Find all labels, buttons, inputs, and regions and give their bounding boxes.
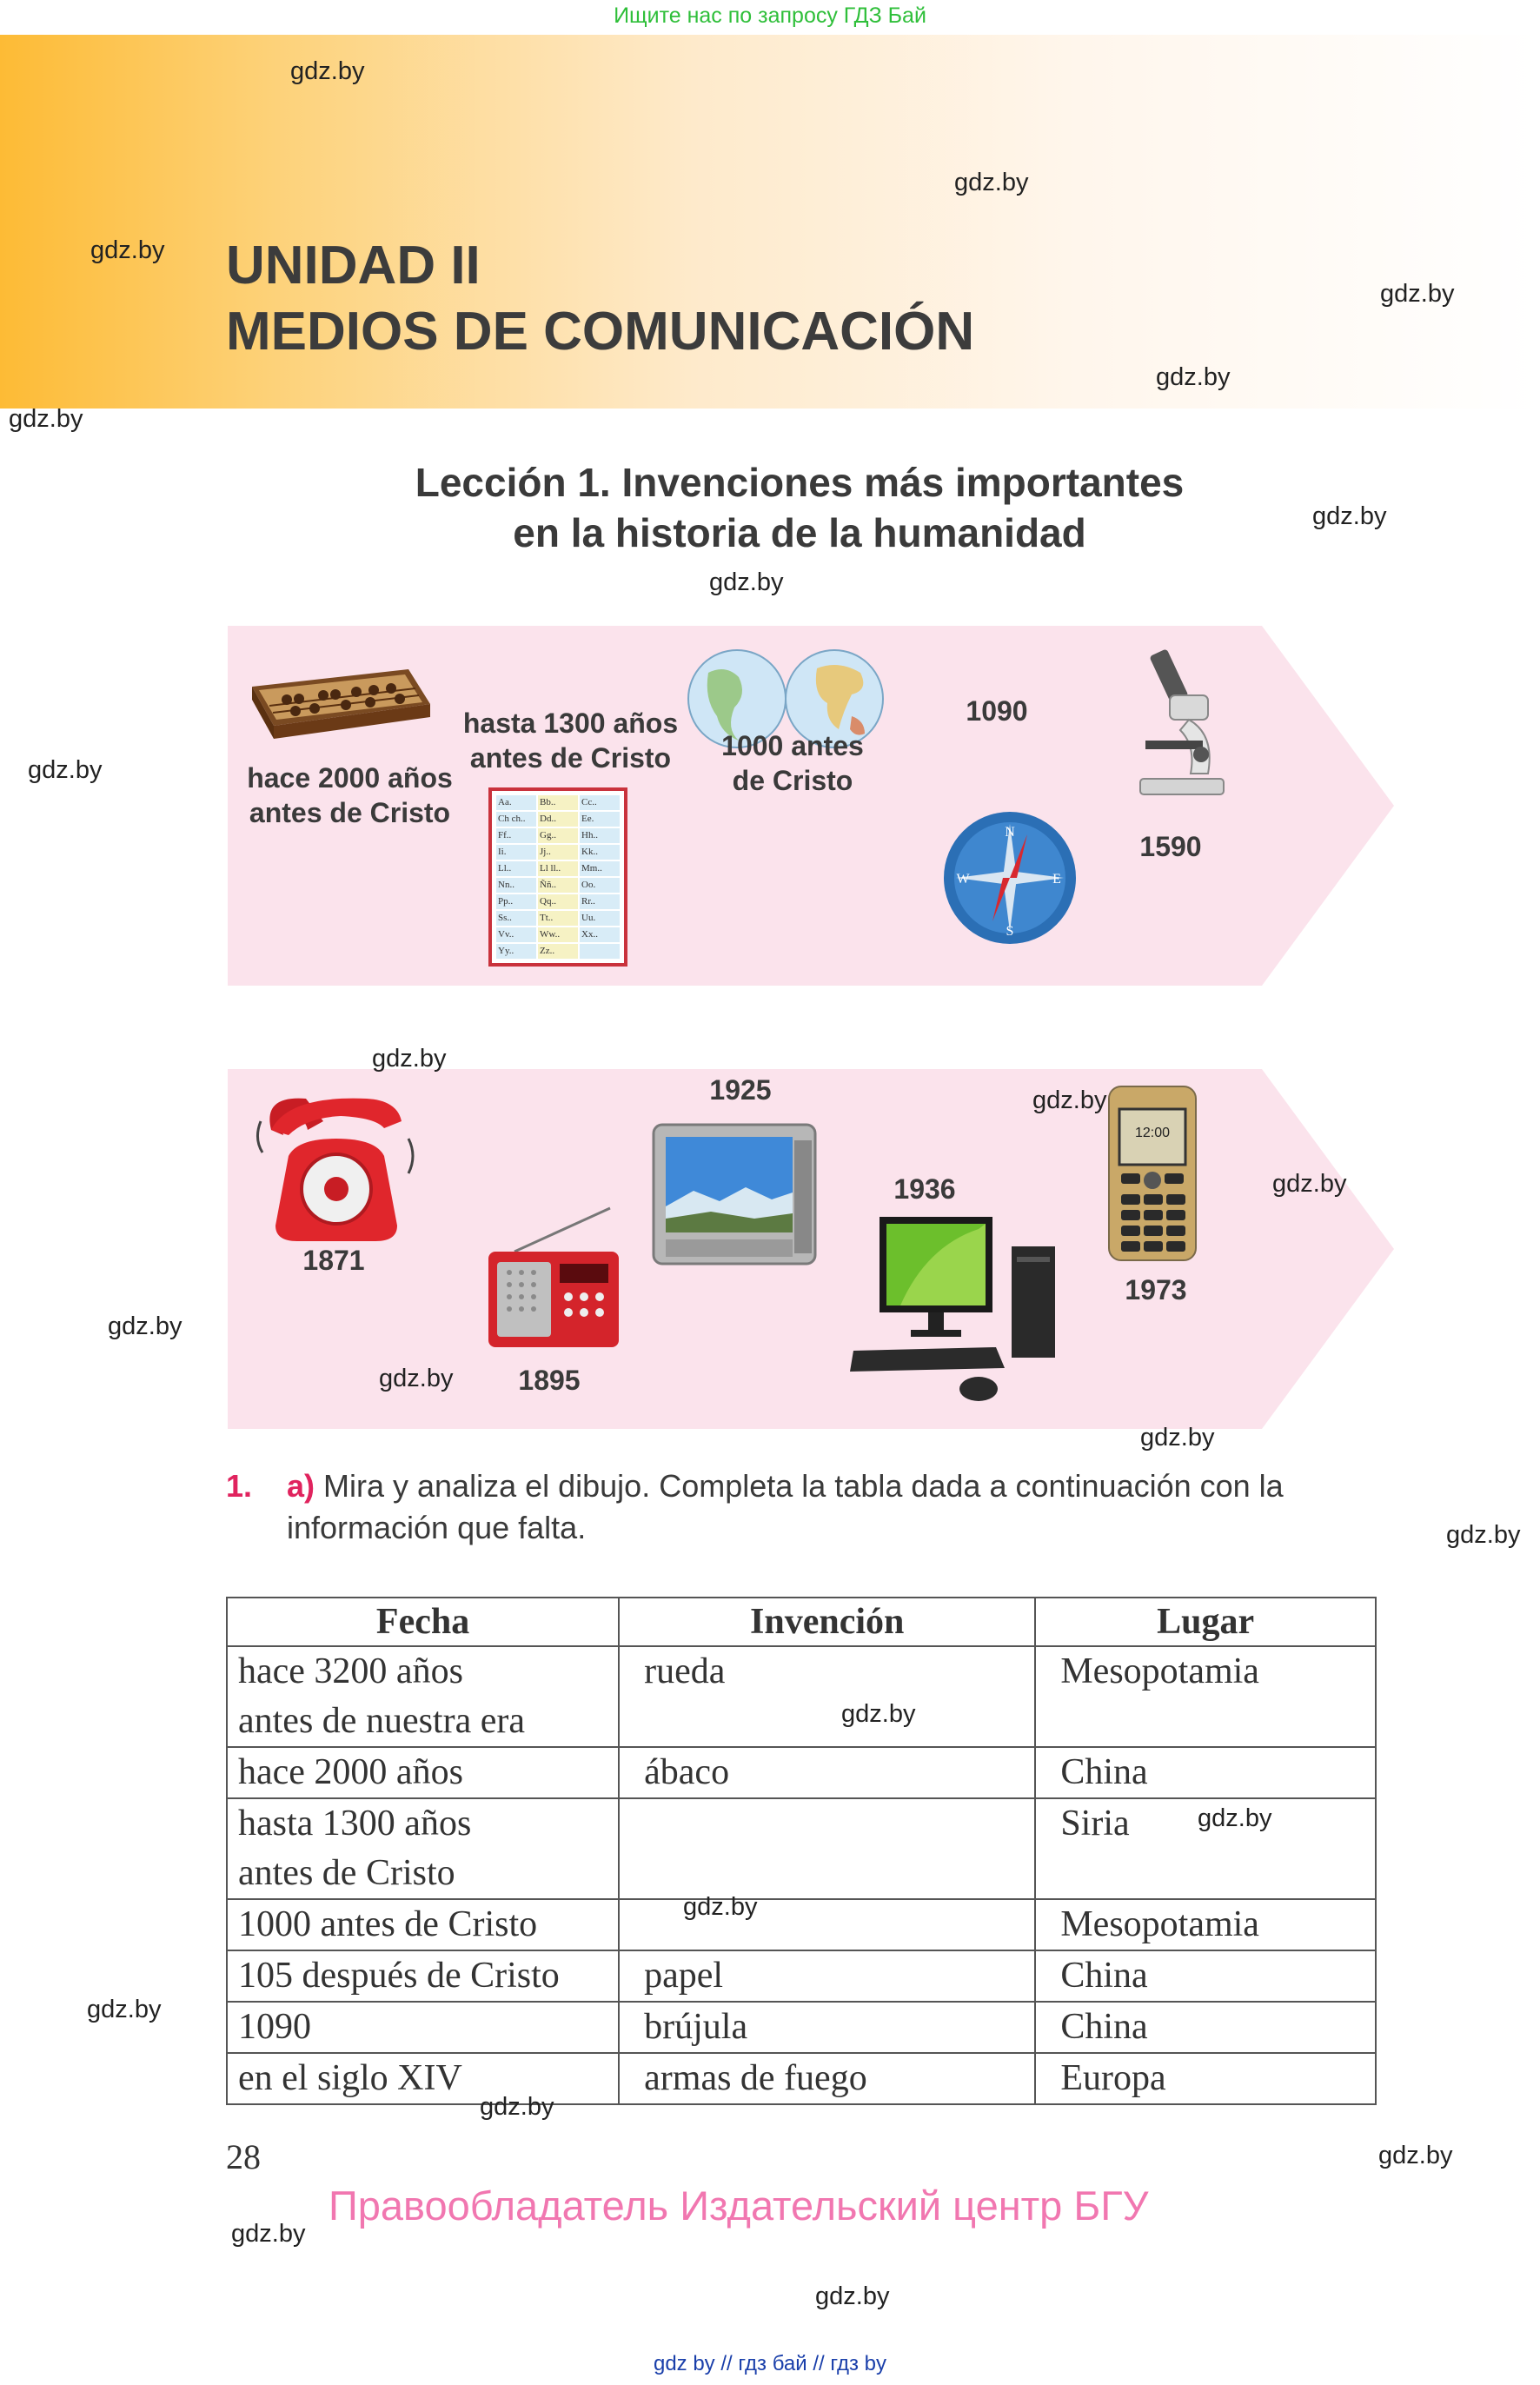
compass-letter-w: W — [956, 872, 970, 887]
header-lugar: Lugar — [1035, 1598, 1376, 1646]
cell-fecha-line-1: hasta 1300 años — [238, 1804, 472, 1844]
table-row — [227, 2002, 1376, 2053]
compass-icon — [940, 808, 1079, 947]
table-header-row — [227, 1598, 1376, 1646]
alphabet-cell: Gg.. — [538, 828, 578, 843]
cell-fecha — [227, 1950, 619, 2002]
alphabet-cell: Bb.. — [538, 795, 578, 810]
mobile-clock: 12:00 — [1134, 1126, 1171, 1140]
cell-invencion[interactable] — [619, 1798, 1035, 1899]
compass-year: 1090 — [966, 695, 1028, 727]
television-icon — [650, 1121, 824, 1278]
alphabet-cell: Xx.. — [580, 927, 620, 942]
watermark: gdz.by — [954, 169, 1029, 196]
cell-fecha — [227, 2002, 619, 2053]
alphabet-cell: Ii. — [496, 845, 536, 860]
watermark: gdz.by — [1140, 1424, 1215, 1452]
microscope-icon — [1121, 643, 1234, 808]
watermark: gdz.by — [87, 1996, 162, 2023]
cell-fecha-line-1: hace 3200 años — [238, 1651, 463, 1691]
alphabet-cell: Yy.. — [496, 944, 536, 959]
watermark: gdz.by — [379, 1365, 454, 1392]
mobile-year: 1973 — [1125, 1274, 1187, 1305]
microscope-year: 1590 — [1139, 831, 1202, 862]
alphabet-cell: Nn.. — [496, 878, 536, 893]
alphabet-cell: Qq.. — [538, 894, 578, 909]
alphabet-chart — [488, 787, 627, 967]
alphabet-cell: Rr.. — [580, 894, 620, 909]
alphabet-cell — [580, 944, 620, 959]
top-notice: Ищите нас по запросу ГДЗ Бай — [614, 3, 926, 28]
table-row — [227, 1646, 1376, 1747]
watermark: gdz.by — [1380, 280, 1455, 308]
copyright-notice: Правообладатель Издательский центр БГУ — [329, 2182, 1149, 2229]
cell-fecha — [227, 1899, 619, 1950]
cell-lugar: China — [1035, 1950, 1376, 2002]
timeline-ancient — [228, 626, 1394, 986]
computer-year: 1936 — [893, 1173, 956, 1205]
cell-lugar: China — [1035, 1747, 1376, 1798]
task-text: Mira y analiza el dibujo. Completa la tabla dada a continuación con la información que falta. — [287, 1468, 1284, 1545]
task-letter: a) — [287, 1468, 315, 1504]
page-number: 28 — [226, 2137, 261, 2176]
watermark: gdz.by — [480, 2093, 554, 2121]
watermark: gdz.by — [372, 1045, 447, 1073]
cell-invencion: ábaco — [619, 1747, 1035, 1798]
header-fecha: Fecha — [227, 1598, 619, 1646]
unit-title — [226, 233, 974, 365]
alphabet-cell: Ññ.. — [538, 878, 578, 893]
cell-invencion: papel — [619, 1950, 1035, 2002]
lesson-title-line-2: en la historia de la humanidad — [513, 510, 1086, 555]
cell-invencion: rueda — [619, 1646, 1035, 1747]
header-invencion: Invención — [619, 1598, 1035, 1646]
cell-fecha-line-1: 105 después de Cristo — [238, 1956, 560, 1996]
cell-invencion[interactable] — [619, 1899, 1035, 1950]
cell-lugar: Mesopotamia — [1035, 1899, 1376, 1950]
alphabet-cell: Vv.. — [496, 927, 536, 942]
map-date: 1000 antes de Cristo — [721, 730, 864, 796]
compass-letter-e: E — [1052, 872, 1061, 887]
tv-year: 1925 — [709, 1074, 772, 1106]
table-row — [227, 1950, 1376, 2002]
cell-lugar: China — [1035, 2002, 1376, 2053]
cell-lugar: Mesopotamia — [1035, 1646, 1376, 1747]
table-row — [227, 1747, 1376, 1798]
table-row — [227, 2053, 1376, 2104]
cell-fecha — [227, 1798, 619, 1899]
alphabet-cell: Ll ll.. — [538, 861, 578, 876]
watermark: gdz.by — [841, 1700, 916, 1728]
unit-name: MEDIOS DE COMUNICACIÓN — [226, 302, 975, 362]
compass-letter-n: N — [1005, 825, 1015, 840]
watermark: gdz.by — [1032, 1086, 1107, 1114]
watermark: gdz.by — [815, 2282, 890, 2310]
alphabet-cell: Hh.. — [580, 828, 620, 843]
alphabet-cell: Uu. — [580, 911, 620, 926]
abacus-date: hace 2000 años antes de Cristo — [247, 762, 453, 828]
alphabet-cell: Jj.. — [538, 845, 578, 860]
task-instruction — [287, 1465, 1443, 1549]
watermark: gdz.by — [108, 1312, 183, 1340]
alphabet-cell: Zz.. — [538, 944, 578, 959]
watermark: gdz.by — [1156, 363, 1231, 391]
alphabet-cell: Pp.. — [496, 894, 536, 909]
alphabet-date: hasta 1300 años antes de Cristo — [462, 708, 679, 774]
cell-lugar: Europa — [1035, 2053, 1376, 2104]
lesson-title — [261, 457, 1338, 558]
watermark: gdz.by — [1272, 1170, 1347, 1198]
radio-year: 1895 — [518, 1365, 581, 1396]
watermark: gdz.by — [90, 236, 165, 264]
abacus-icon — [243, 652, 435, 765]
alphabet-cell: Dd.. — [538, 812, 578, 827]
watermark: gdz.by — [709, 568, 784, 596]
bottom-links[interactable]: gdz by // гдз бай // гдз by — [653, 2352, 887, 2375]
cell-fecha-line-2: antes de Cristo — [238, 1853, 455, 1893]
alphabet-cell: Cc.. — [580, 795, 620, 810]
radio-icon — [480, 1199, 627, 1356]
cell-fecha-line-1: hace 2000 años — [238, 1752, 463, 1792]
alphabet-cell: Ss.. — [496, 911, 536, 926]
compass-letter-s: S — [1006, 924, 1014, 939]
lesson-title-line-1: Lección 1. Invenciones más importantes — [415, 460, 1185, 505]
cell-fecha — [227, 1747, 619, 1798]
watermark: gdz.by — [1378, 2142, 1453, 2169]
alphabet-cell: Ee. — [580, 812, 620, 827]
watermark: gdz.by — [28, 756, 103, 784]
cell-fecha-line-1: 1090 — [238, 2007, 311, 2047]
watermark: gdz.by — [1312, 502, 1387, 530]
alphabet-cell: Kk.. — [580, 845, 620, 860]
cell-fecha-line-1: 1000 antes de Cristo — [238, 1904, 538, 1944]
alphabet-cell: Ch ch.. — [496, 812, 536, 827]
alphabet-cell: Ff.. — [496, 828, 536, 843]
watermark: gdz.by — [290, 57, 365, 85]
telephone-year: 1871 — [302, 1245, 365, 1276]
unit-number: UNIDAD II — [226, 236, 481, 296]
watermark: gdz.by — [1446, 1521, 1521, 1549]
computer-icon — [848, 1212, 1074, 1403]
watermark: gdz.by — [9, 405, 83, 433]
watermark: gdz.by — [1198, 1804, 1272, 1832]
cell-fecha-line-2: antes de nuestra era — [238, 1701, 525, 1741]
alphabet-cell: Ll.. — [496, 861, 536, 876]
watermark: gdz.by — [683, 1893, 758, 1921]
inventions-table — [226, 1597, 1377, 2105]
alphabet-cell: Mm.. — [580, 861, 620, 876]
table-row — [227, 1899, 1376, 1950]
task-number: 1. — [226, 1468, 253, 1504]
alphabet-cell: Aa. — [496, 795, 536, 810]
cell-fecha-line-1: en el siglo XIV — [238, 2058, 462, 2098]
watermark: gdz.by — [231, 2220, 306, 2248]
cell-fecha — [227, 2053, 619, 2104]
alphabet-cell: Ww.. — [538, 927, 578, 942]
cell-invencion: brújula — [619, 2002, 1035, 2053]
cell-invencion: armas de fuego — [619, 2053, 1035, 2104]
alphabet-cell: Tt.. — [538, 911, 578, 926]
telephone-icon — [254, 1086, 419, 1252]
mobile-phone-icon — [1105, 1083, 1201, 1266]
alphabet-cell: Oo. — [580, 878, 620, 893]
cell-lugar: Siria — [1035, 1798, 1376, 1899]
cell-fecha — [227, 1646, 619, 1747]
